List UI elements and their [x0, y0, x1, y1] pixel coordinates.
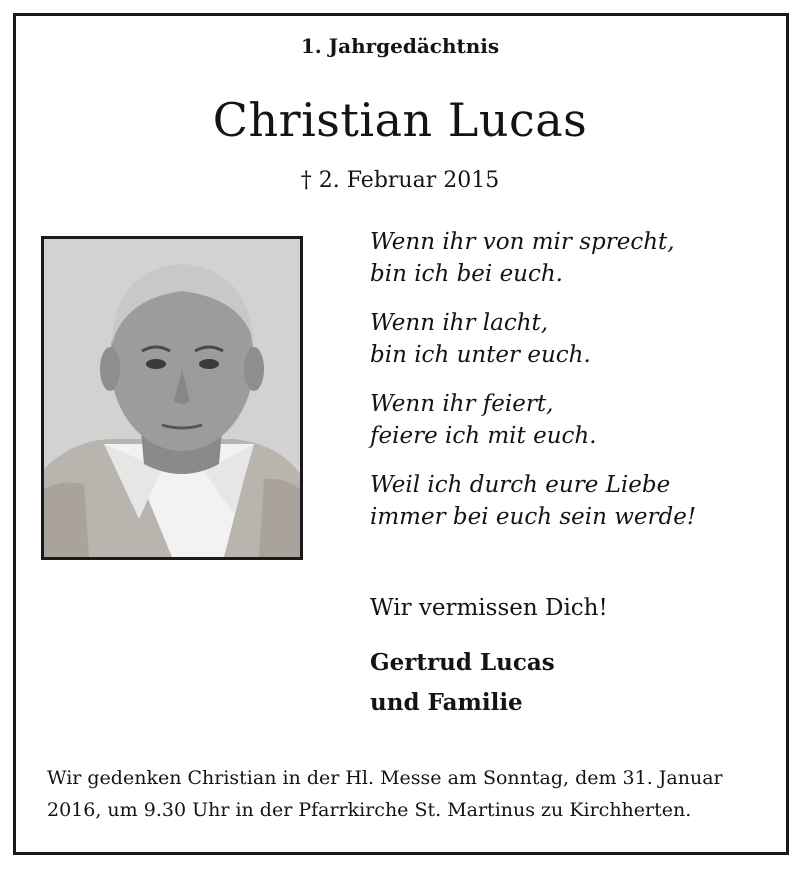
death-date: † 2. Februar 2015 [300, 168, 500, 193]
family-line: Gertrud Lucas [370, 649, 555, 676]
poem-stanza [370, 388, 770, 452]
poem-stanza [370, 226, 770, 290]
memorial-line: 2016, um 9.30 Uhr in der Pfarrkirche St. Martinus zu Kirchherten. [47, 799, 692, 821]
poem-line: Wenn ihr lacht, [370, 310, 549, 336]
poem-line: Wenn ihr feiert, [370, 391, 554, 417]
family-signature [370, 643, 555, 723]
poem-line: Weil ich durch eure Liebe [370, 472, 671, 498]
miss-line: Wir vermissen Dich! [370, 595, 608, 621]
portrait-illustration [44, 239, 300, 557]
poem-line: bin ich bei euch. [370, 261, 563, 287]
poem-line: bin ich unter euch. [370, 342, 591, 368]
family-line: und Familie [370, 689, 523, 716]
memorial-line: Wir gedenken Christian in der Hl. Messe am Sonntag, dem 31. Januar [47, 767, 723, 789]
deceased-name: Christian Lucas [212, 93, 588, 147]
poem-line: immer bei euch sein werde! [370, 504, 697, 530]
poem-stanza [370, 469, 770, 533]
poem [370, 226, 770, 550]
poem-line: Wenn ihr von mir sprecht, [370, 229, 675, 255]
memorial-mass-text [47, 762, 767, 826]
poem-stanza [370, 307, 770, 371]
anniversary-heading: 1. Jahrgedächtnis [300, 34, 500, 58]
portrait-photo [41, 236, 303, 560]
poem-line: feiere ich mit euch. [370, 423, 597, 449]
